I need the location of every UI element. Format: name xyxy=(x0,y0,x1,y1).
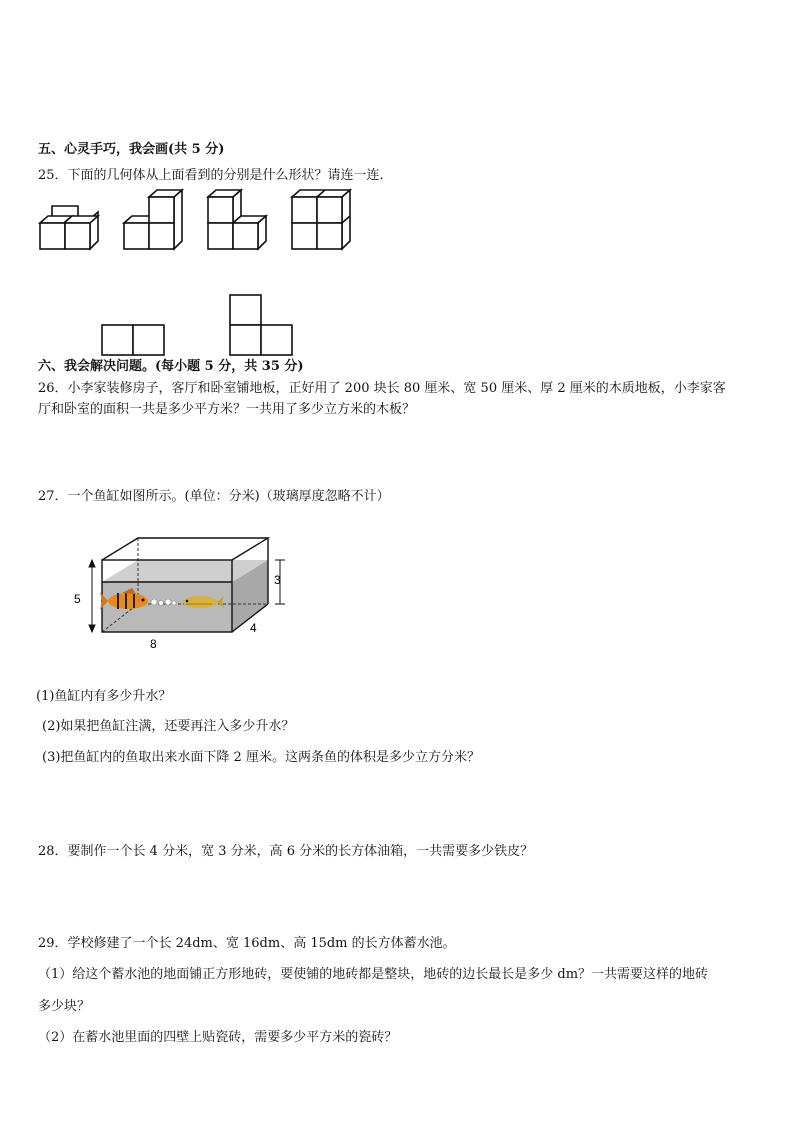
solid-figure-3 xyxy=(206,188,268,250)
solid-figure-4 xyxy=(290,188,352,250)
question-29: 29．学校修建了一个长 24dm、宽 16dm、高 15dm 的长方体蓄水池。 xyxy=(38,936,456,951)
fish-tank-figure xyxy=(70,530,300,655)
section-heading-5: 五、心灵手巧，我会画(共 5 分) xyxy=(38,142,225,157)
question-29-1-line1: （1）给这个蓄水池的地面铺正方形地砖，要使铺的地砖都是整块，地砖的边长最长是多少 dm？一共需要这样的地砖 xyxy=(38,967,709,982)
question-26-line1: 26．小李家装修房子，客厅和卧室铺地板，正好用了 200 块长 80 厘米、宽 50 厘米、厚 2 厘米的木质地板，小李家客 xyxy=(38,381,726,396)
question-27-2: (2)如果把鱼缸注满，还要再注入多少升水？ xyxy=(42,719,295,734)
question-28: 28．要制作一个长 4 分米，宽 3 分米，高 6 分米的长方体油箱，一共需要多少铁皮？ xyxy=(38,844,534,859)
question-26-line2: 厅和卧室的面积一共是多少平方米？一共用了多少立方米的木板？ xyxy=(38,402,416,417)
dim-label-water: 3 xyxy=(274,573,281,587)
top-view-2 xyxy=(229,294,293,356)
solid-figure-2 xyxy=(122,188,184,250)
question-29-2: （2）在蓄水池里面的四壁上贴瓷砖，需要多少平方米的瓷砖？ xyxy=(38,1030,398,1045)
question-29-1-line2: 多少块？ xyxy=(38,999,91,1014)
dim-label-height: 5 xyxy=(74,592,81,606)
dim-label-width: 4 xyxy=(250,621,257,635)
dim-label-length: 8 xyxy=(150,637,157,651)
section-heading-6: 六、我会解决问题。(每小题 5 分，共 35 分) xyxy=(38,359,304,374)
solid-figure-1 xyxy=(38,205,100,250)
question-27: 27．一个鱼缸如图所示。(单位：分米)（玻璃厚度忽略不计） xyxy=(38,489,390,504)
question-27-1: (1)鱼缸内有多少升水？ xyxy=(36,689,172,704)
question-25: 25．下面的几何体从上面看到的分别是什么形状？请连一连． xyxy=(38,168,393,183)
top-view-1 xyxy=(101,324,165,356)
question-27-3: (3)把鱼缸内的鱼取出来水面下降 2 厘米。这两条鱼的体积是多少立方分米？ xyxy=(42,750,480,765)
